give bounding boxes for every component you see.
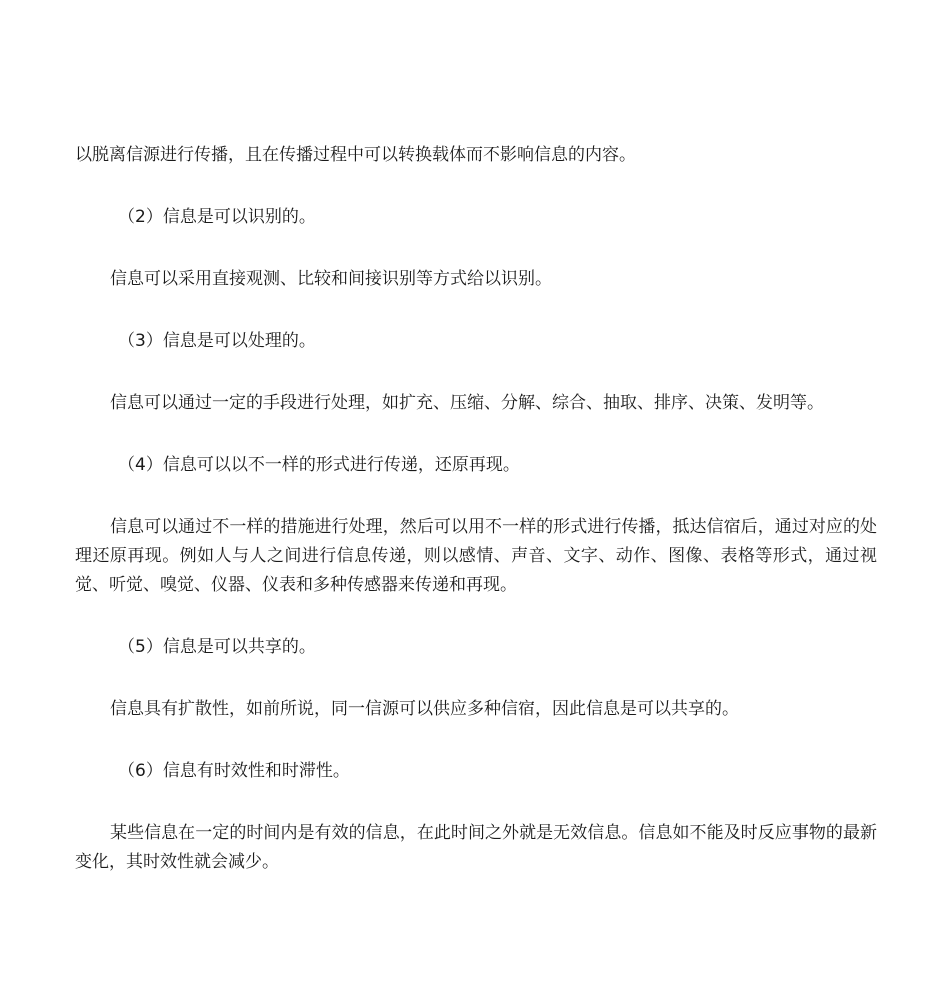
paragraph-5: 信息具有扩散性，如前所说，同一信源可以供应多种信宿，因此信息是可以共享的。 (110, 699, 739, 719)
paragraph-2: 信息可以采用直接观测、比较和间接识别等方式给以识别。 (110, 269, 552, 289)
heading-2: （2）信息是可以识别的。 (118, 207, 316, 227)
paragraph-4: 信息可以通过不一样的措施进行处理，然后可以用不一样的形式进行传播，抵达信宿后，通过对应的处理还原再现。例如人与人之间进行信息传递，则以感情、声音、文字、动作、图像、表格等形式，通过视觉、听觉、嗅觉、仪器、仪表和多种传感器来传递和再现。 (75, 517, 877, 595)
heading-5: （5）信息是可以共享的。 (118, 637, 316, 657)
heading-6: （6）信息有时效性和时滞性。 (118, 761, 350, 781)
continuation-paragraph: 以脱离信源进行传播，且在传播过程中可以转换载体而不影响信息的内容。 (75, 145, 636, 165)
paragraph-6: 某些信息在一定的时间内是有效的信息，在此时间之外就是无效信息。信息如不能及时反应事物的最新变化，其时效性就会减少。 (75, 823, 877, 872)
heading-4: （4）信息可以以不一样的形式进行传递，还原再现。 (118, 455, 520, 475)
heading-3: （3）信息是可以处理的。 (118, 331, 316, 351)
paragraph-3: 信息可以通过一定的手段进行处理，如扩充、压缩、分解、综合、抽取、排序、决策、发明等。 (110, 393, 824, 413)
